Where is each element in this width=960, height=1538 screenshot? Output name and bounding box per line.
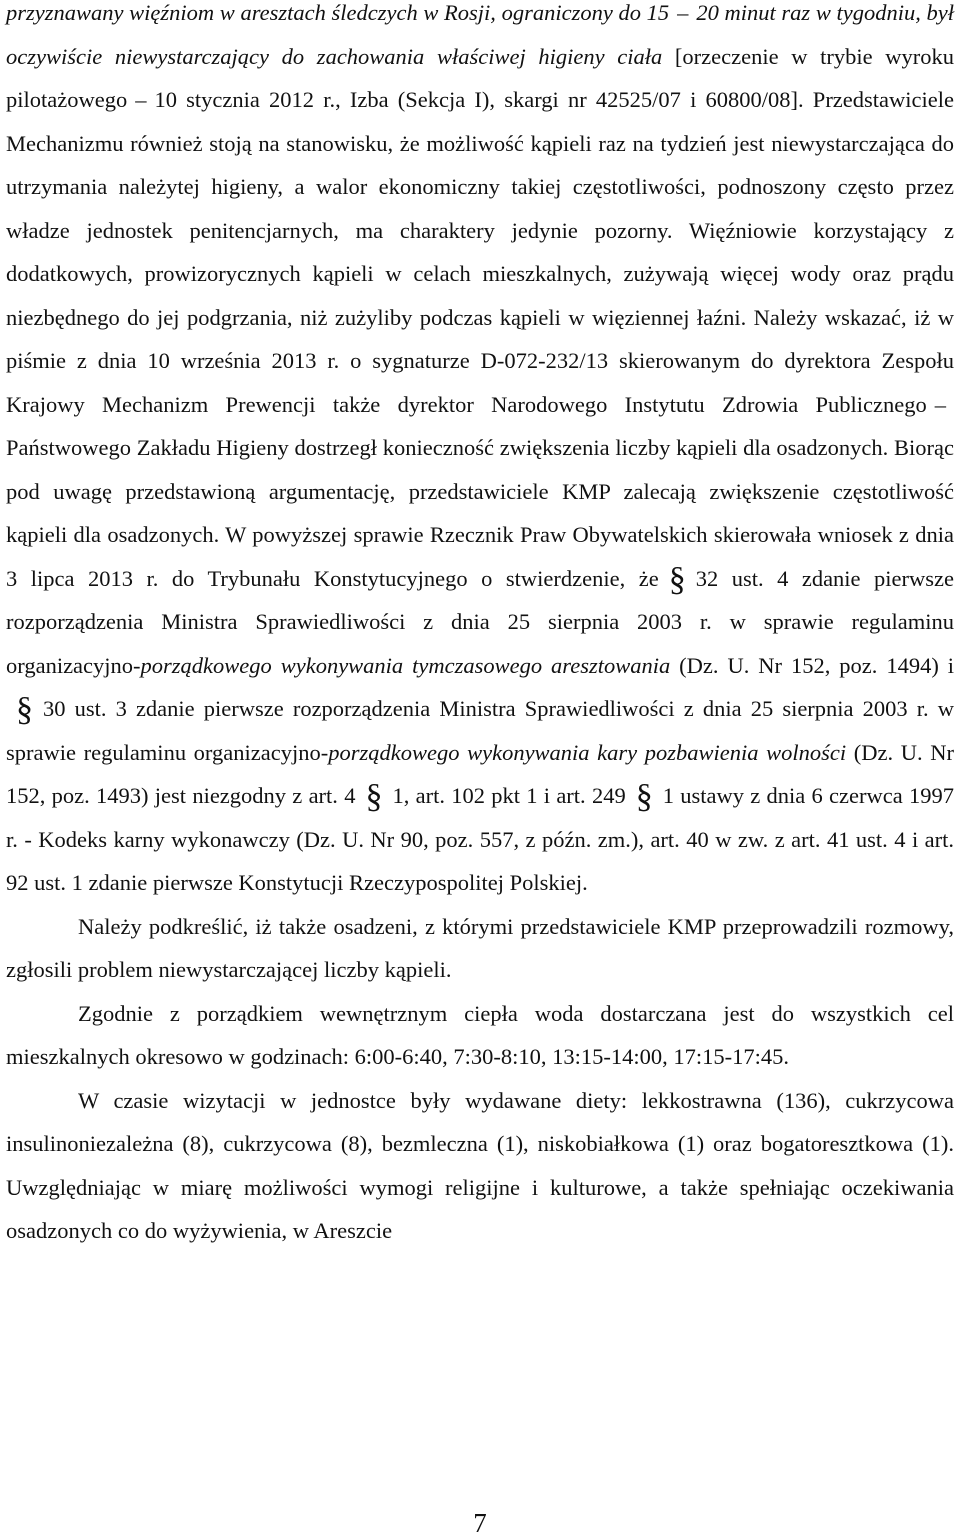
page-number: 7 [473, 1508, 487, 1538]
dash: – [677, 0, 689, 25]
italic-text-run: 20 minut raz w tygodniu, był oczywiście niewystarczający do zachowania właściwej higieny ciała [6, 0, 955, 69]
text-run: Państwowego Zakładu Higieny dostrzegł konieczność zwiększenia liczby kąpieli dla osadzonych. Biorąc pod uwagę przedstawioną argumentację, przedstawiciele KMP zalecają zwiększenie częstotliwość kąpieli dla osadzonych. W powyższej sprawie Rzecznik Praw Obywatelskich skierowała wniosek z dnia 3 lipca 2013 r. do Trybunału Konstytucyjnego o stwierdzenie, że [6, 435, 954, 591]
text-run: W czasie wizytacji w jednostce były wydawane diety: lekkostrawna (136), cukrzycowa insulinoniezależna (8), cukrzycowa (8), bezmleczna (1), niskobiałkowa (1) oraz bogatoresztkowa (1). Uwzględniając w miarę możliwości wymogi religijne i kulturowe, a także spełniając oczekiwania osadzonych co do wyżywienia, w Areszcie [6, 1087, 954, 1243]
text-run: 1 ustawy z dnia 6 czerwca 1997 r. - Kodeks karny wykonawczy (Dz. U. Nr 90, poz. 557, z późn. zm.), art. 40 w zw. z art. 41 ust. 4 i art. 92 ust. 1 zdanie pierwsze Konstytucji Rzeczypospolitej Polskiej. [6, 783, 954, 895]
paragraph-bathing-hygiene: przyznawany więźniom w aresztach śledczych w Rosji, ograniczony do 15 – 20 minut raz w tygodniu, był oczywiście niewystarczający do zachowania właściwej higieny ciała [orzeczenie w trybie wyroku pilotażowego – 10 stycznia 2012 r., Izba (Sekcja I), skargi nr 42525/07 i 60800/08]. Przedstawiciele Mechanizmu również stoją na stanowisku, że możliwość kąpieli raz na tydzień jest niewystarczająca do utrzymania należytej higieny, a walor ekonomiczny takiej częstotliwości, podnoszony często przez władze jednostek penitencjarnych, ma charaktery jedynie pozorny. Więźniowie korzystający z dodatkowych, prowizorycznych kąpieli w celach mieszkalnych, zużywają więcej wody oraz prądu niezbędnego do jej podgrzania, niż zużyliby podczas kąpieli w więziennej łaźni. Należy wskazać, iż w piśmie z dnia 10 września 2013 r. o sygnaturze D-072-232/13 skierowanym do dyrektora Zespołu Krajowy Mechanizm Prewencji także dyrektor Narodowego Instytutu Zdrowia Publicznego –Państwowego Zakładu Higieny dostrzegł konieczność zwiększenia liczby kąpieli dla osadzonych. Biorąc pod uwagę przedstawioną argumentację, przedstawiciele KMP zalecają zwiększenie częstotliwość kąpieli dla osadzonych. W powyższej sprawie Rzecznik Praw Obywatelskich skierowała wniosek z dnia 3 lipca 2013 r. do Trybunału Konstytucyjnego o stwierdzenie, że § 32 ust. 4 zdanie pierwsze rozporządzenia Ministra Sprawiedliwości z dnia 25 sierpnia 2003 r. w sprawie regulaminu organizacyjno-porządkowego wykonywania tymczasowego aresztowania (Dz. U. Nr 152, poz. 1494) i§ 30 ust. 3 zdanie pierwsze rozporządzenia Ministra Sprawiedliwości z dnia 25 sierpnia 2003 r. w sprawie regulaminu organizacyjno-porządkowego wykonywania kary pozbawienia wolności (Dz. U. Nr 152, poz. 1493) jest niezgodny z art. 4 § 1, art. 102 pkt 1 i art. 249 § 1 ustawy z dnia 6 czerwca 1997 r. - Kodeks karny wykonawczy (Dz. U. Nr 90, poz. 557, z późn. zm.), art. 40 w zw. z art. 41 ust. 4 i art. 92 ust. 1 zdanie pierwsze Konstytucji Rzeczypospolitej Polskiej. [6, 0, 954, 905]
text-run: 32 ust. 4 zdanie pierwsze rozporządzenia Ministra Sprawiedliwości z dnia 25 sierpnia 2003 r. w sprawie regulaminu organizacyjno- [6, 565, 954, 678]
document-body [6, 0, 954, 1253]
paragraph-diets [6, 1079, 954, 1253]
paragraph-hot-water-schedule [6, 992, 954, 1079]
text-run: Zgodnie z porządkiem wewnętrznym ciepła woda dostarczana jest do wszystkich cel mieszkalnych okresowo w godzinach: 6:00-6:40, 7:30-8:10, 13:15-14:00, 17:15-17:45. [6, 1000, 954, 1069]
text-run: 30 ust. 3 zdanie pierwsze rozporządzenia Ministra Sprawiedliwości z dnia 25 sierpnia 2003 r. w sprawie regulaminu organizacyjno- [6, 696, 954, 765]
text-run: Należy podkreślić, iż także osadzeni, z którymi przedstawiciele KMP przeprowadzili rozmowy, zgłosili problem niewystarczającej liczby kąpieli. [6, 913, 954, 982]
paragraph-kmp-interviews [6, 905, 954, 992]
dash: – [934, 391, 946, 417]
text-run: (Dz. U. Nr 152, poz. 1493) jest niezgodny z art. 4 [6, 739, 955, 808]
text-run: (Dz. U. Nr 152, poz. 1494) i [670, 652, 954, 678]
text-run: 1, art. 102 pkt 1 i art. 249 [392, 783, 626, 808]
italic-text-run: porządkowego wykonywania kary pozbawienia wolności [328, 739, 847, 765]
text-run: [orzeczenie w trybie wyroku pilotażowego [6, 43, 954, 112]
italic-text-run: porządkowego wykonywania tymczasowego aresztowania [140, 652, 671, 678]
italic-text-run: przyznawany więźniom w aresztach śledczych w Rosji, ograniczony do 15 [6, 0, 670, 25]
dash: – [135, 87, 147, 112]
text-run: 10 stycznia 2012 r., Izba (Sekcja I), skargi nr 42525/07 i 60800/08]. Przedstawiciele Mechanizmu również stoją na stanowisku, że możliwość kąpieli raz na tydzień jest niewystarczająca do utrzymania należytej higieny, a walor ekonomiczny takiej częstotliwości, podnoszony często przez władze jednostek penitencjarnych, ma charaktery jedynie pozorny. Więźniowie korzystający z dodatkowych, prowizorycznych kąpieli w celach mieszkalnych, zużywają więcej wody oraz prądu niezbędnego do jej podgrzania, niż zużyliby podczas kąpieli w więziennej łaźni. Należy wskazać, iż w piśmie z dnia 10 września 2013 r. o sygnaturze D-072-232/13 skierowanym do dyrektora Zespołu Krajowy Mechanizm Prewencji także dyrektor Narodowego Instytutu Zdrowia Publicznego [6, 87, 954, 417]
